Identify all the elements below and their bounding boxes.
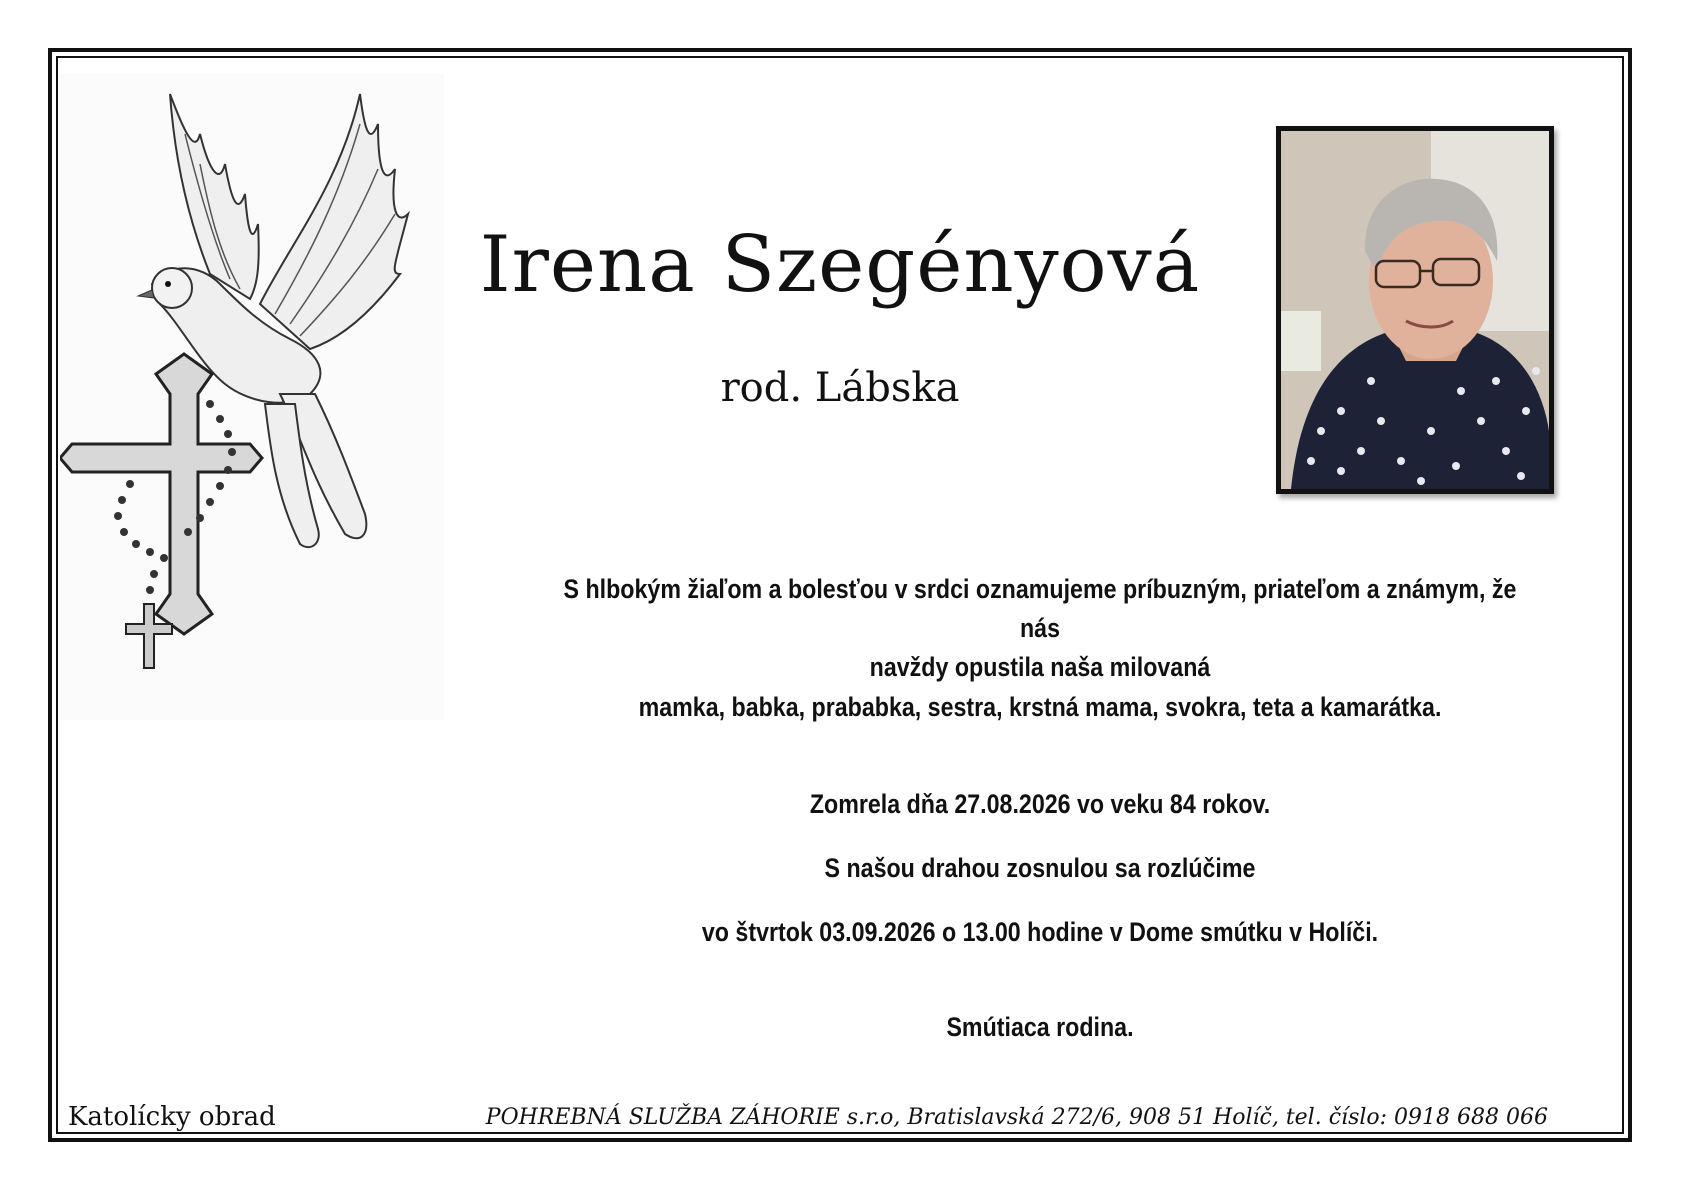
maiden-name: rod. Lábska	[720, 365, 960, 411]
announcement-line-2: navždy opustila naša milovaná	[869, 652, 1211, 683]
relations-text: mamka, babka, prababka, sestra, krstná mama, svokra, teta a kamarátka.	[638, 692, 1442, 722]
funeral-company-info: POHREBNÁ SLUŽBA ZÁHORIE s.r.o, Bratislavská 272/6, 908 51 Holíč, tel. číslo: 0918 688 066	[485, 1105, 1548, 1130]
death-text: Zomrela dňa 27.08.2026 vo veku 84 rokov.	[809, 789, 1271, 819]
farewell-intro: S našou drahou zosnulou sa rozlúčime	[824, 853, 1256, 883]
announcement-line-1: S hlbokým žiaľom a bolesťou v srdci oznamujeme príbuzným, priateľom a známym, že nás	[563, 574, 1517, 644]
family-signature: Smútiaca rodina.	[946, 1012, 1134, 1042]
announcement-intro	[541, 570, 1539, 687]
rite-label: Katolícky obrad	[68, 1102, 276, 1132]
dove-cross-rosary-icon	[60, 74, 444, 720]
portrait-photo	[1276, 126, 1554, 494]
farewell-details: vo štvrtok 03.09.2026 o 13.00 hodine v Dome smútku v Holíči.	[701, 917, 1379, 947]
deceased-name: Irena Szegényová	[479, 220, 1201, 310]
